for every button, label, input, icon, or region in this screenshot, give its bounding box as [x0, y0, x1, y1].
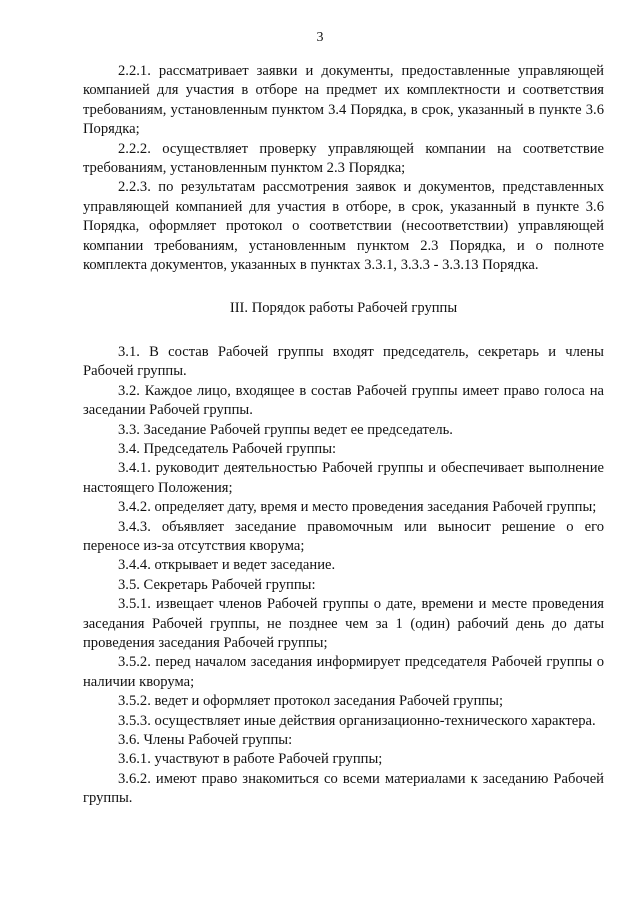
paragraph-2-2-1: 2.2.1. рассматривает заявки и документы, предоставленные управляющей компанией для участия в отборе на предмет их комплектности и соответствия требованиям, установленным пунктом 3.4 Порядка, в срок, указанный в пункте 3.6 Порядка;	[83, 63, 604, 138]
paragraph-3-4-4: 3.4.4. открывает и ведет заседание.	[118, 557, 336, 574]
paragraph-3-6-1: 3.6.1. участвуют в работе Рабочей группы;	[118, 751, 383, 768]
paragraph-3-5-2b: 3.5.2. ведет и оформляет протокол заседания Рабочей группы;	[118, 693, 504, 710]
paragraph-3-5: 3.5. Секретарь Рабочей группы:	[118, 576, 316, 593]
paragraph-3-4-1: 3.4.1. руководит деятельностью Рабочей группы и обеспечивает выполнение настоящего Положения;	[83, 460, 604, 496]
section-heading: III. Порядок работы Рабочей группы	[229, 300, 458, 317]
paragraph-3-5-2: 3.5.2. перед началом заседания информирует председателя Рабочей группы о наличии кворума;	[83, 654, 604, 690]
paragraph-3-6: 3.6. Члены Рабочей группы:	[118, 732, 293, 748]
paragraph-3-4-2: 3.4.2. определяет дату, время и место проведения заседания Рабочей группы;	[118, 499, 597, 516]
paragraph-3-4-3: 3.4.3. объявляет заседание правомочным или выносит решение о его переносе из-за отсутствия кворума;	[83, 518, 604, 554]
paragraph-3-1: 3.1. В состав Рабочей группы входят председатель, секретарь и члены Рабочей группы.	[83, 343, 604, 380]
paragraph-3-3: 3.3. Заседание Рабочей группы ведет ее председатель.	[118, 421, 453, 438]
paragraph-3-5-1: 3.5.1. извещает членов Рабочей группы о дате, времени и месте проведения заседания Рабочей группы, не позднее чем за 1 (один) рабочий день до даты проведения заседания Рабочей группы;	[83, 596, 604, 651]
paragraph-3-4: 3.4. Председатель Рабочей группы:	[118, 440, 337, 457]
paragraph-3-5-3: 3.5.3. осуществляет иные действия организационно-технического характера.	[118, 712, 596, 729]
paragraph-3-2: 3.2. Каждое лицо, входящее в состав Рабочей группы имеет право голоса на заседании Рабочей группы.	[83, 382, 604, 419]
paragraph-2-2-3: 2.2.3. по результатам рассмотрения заявок и документов, представленных управляющей компанией для участия в отборе, в срок, указанный в пункте 3.6 Порядка, оформляет протокол о соответствии (несоответствии) управляющей компании требованиям, установленным пунктом 2.3 Порядка, и о полноте комплекта документов, указанных в пунктах 3.3.1, 3.3.3 - 3.3.13 Порядка.	[83, 179, 604, 274]
paragraph-2-2-2: 2.2.2. осуществляет проверку управляющей компании на соответствие требованиям, установленным пунктом 2.3 Порядка;	[83, 140, 604, 177]
document-body	[83, 62, 604, 809]
page-number: 3	[316, 30, 324, 45]
paragraph-3-6-2: 3.6.2. имеют право знакомиться со всеми материалами к заседанию Рабочей группы.	[83, 770, 604, 807]
